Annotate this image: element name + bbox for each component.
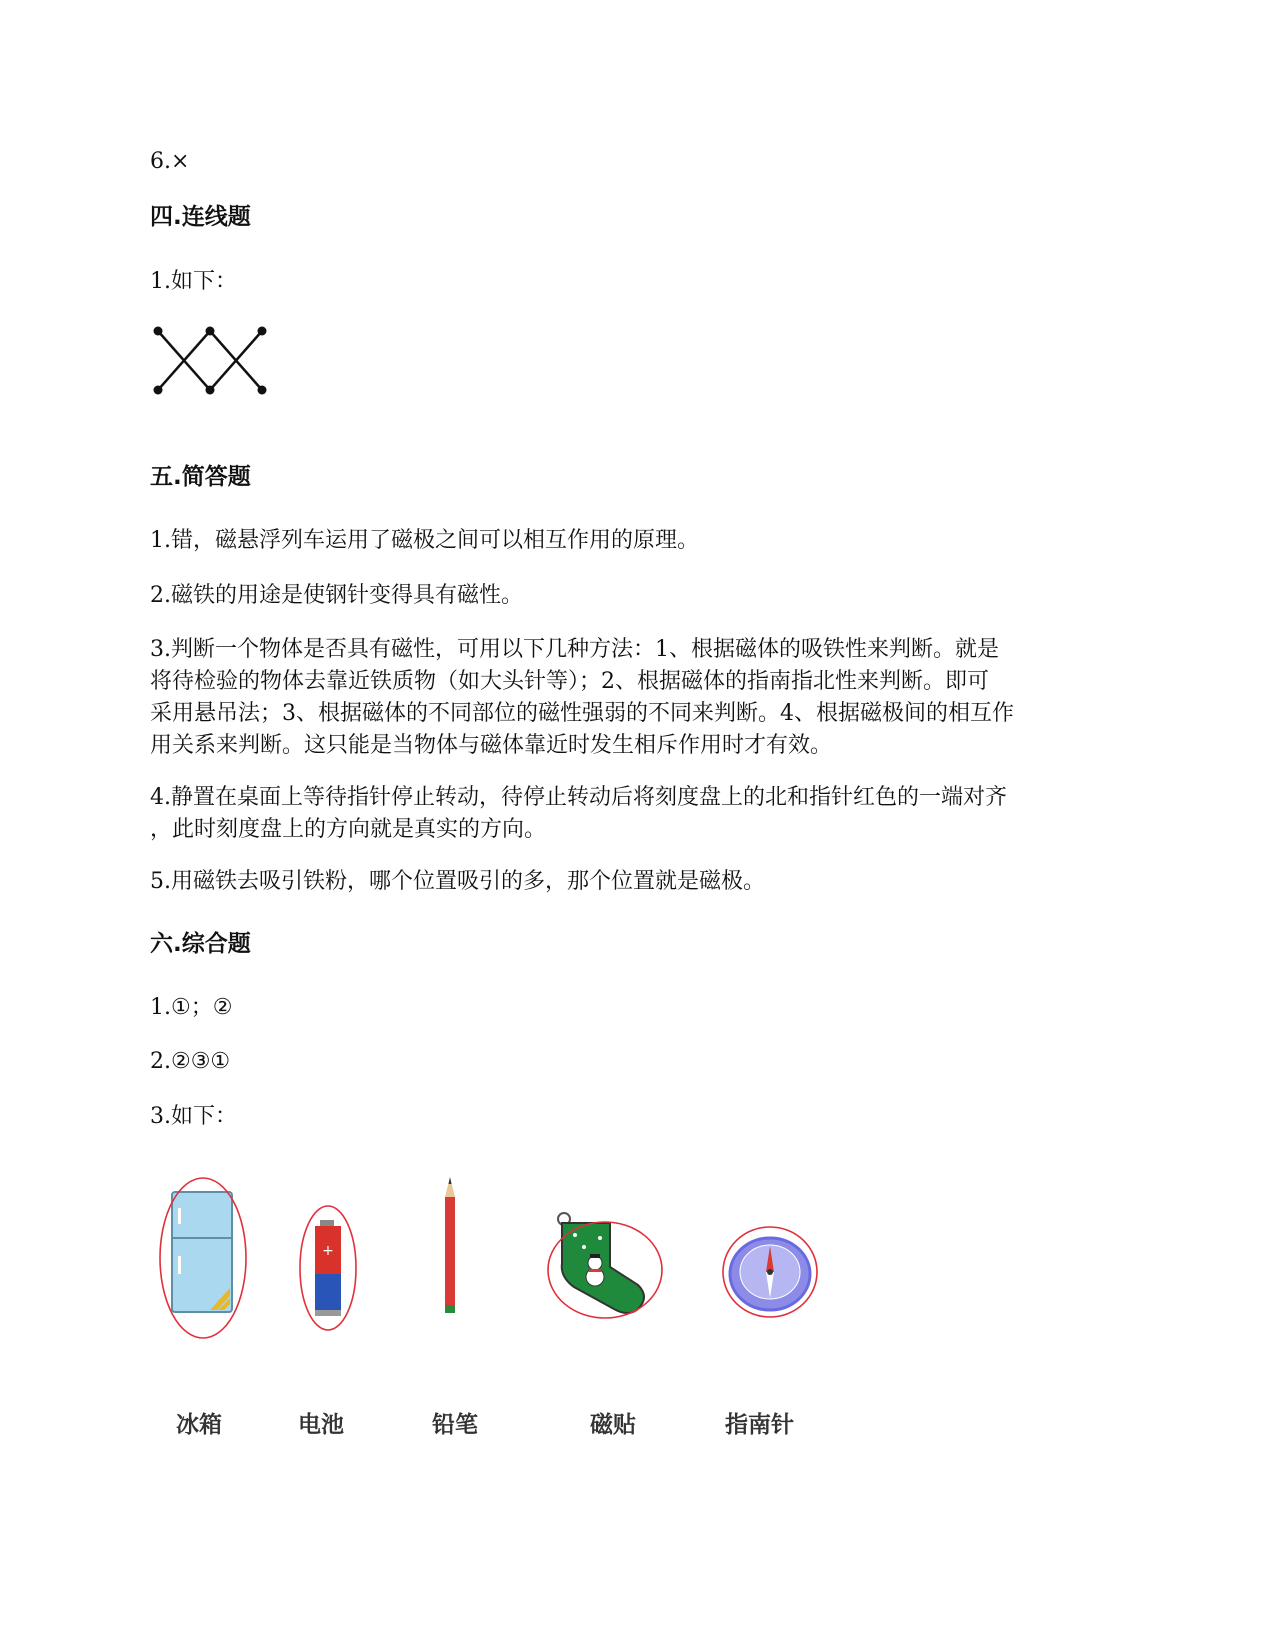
pencil-figure — [430, 1175, 470, 1320]
fridge-figure — [150, 1170, 250, 1350]
a3-line: 3.判断一个物体是否具有磁性，可用以下几种方法：1、根据磁体的吸铁性来判断。就是 — [150, 637, 999, 662]
section6-a3: 3.如下： — [150, 1104, 237, 1129]
section4-heading: 四.连线题 — [150, 204, 251, 230]
section4-q1: 1.如下： — [150, 269, 237, 294]
section5-a2: 2.磁铁的用途是使钢针变得具有磁性。 — [150, 583, 523, 608]
section5-a5: 5.用磁铁去吸引铁粉，哪个位置吸引的多，那个位置就是磁极。 — [150, 869, 765, 894]
battery-figure — [293, 1200, 363, 1340]
matching-lines-diagram — [150, 325, 270, 397]
match-dot — [206, 386, 215, 395]
svg-text:+: + — [322, 1243, 334, 1259]
section5-heading: 五.简答题 — [150, 464, 251, 490]
pencil-icon — [445, 1197, 455, 1305]
compass-figure — [715, 1220, 825, 1320]
match-dot — [258, 327, 267, 336]
section6-heading: 六.综合题 — [150, 931, 251, 957]
item-label-sticker: 磁贴 — [590, 1412, 636, 1438]
item-label-compass: 指南针 — [725, 1412, 794, 1438]
match-dot — [154, 386, 163, 395]
match-dot — [154, 327, 163, 336]
a3-line: 采用悬吊法；3、根据磁体的不同部位的磁性强弱的不同来判断。4、根据磁极间的相互作 — [150, 701, 1014, 726]
item-label-fridge: 冰箱 — [176, 1412, 222, 1438]
section5-a4 — [150, 782, 1140, 846]
a3-line: 用关系来判断。这只能是当物体与磁体靠近时发生相斥作用时才有效。 — [150, 733, 833, 758]
item-label-pencil: 铅笔 — [432, 1412, 478, 1438]
section6-a1: 1.①；② — [150, 995, 233, 1020]
match-dot — [258, 386, 267, 395]
section5-a3 — [150, 634, 1140, 762]
a3-line: 将待检验的物体去靠近铁质物（如大头针等）；2、根据磁体的指南指北性来判断。即可 — [150, 669, 989, 694]
a4-line: ，此时刻度盘上的方向就是真实的方向。 — [150, 817, 547, 842]
section5-a1: 1.错，磁悬浮列车运用了磁极之间可以相互作用的原理。 — [150, 528, 699, 553]
top-answer: 6.× — [150, 149, 190, 174]
a4-line: 4.静置在桌面上等待指针停止转动，待停止转动后将刻度盘上的北和指针红色的一端对齐 — [150, 785, 1007, 810]
item-label-battery: 电池 — [298, 1412, 344, 1438]
match-dot — [206, 327, 215, 336]
sticker-figure — [540, 1205, 670, 1325]
section6-a2: 2.②③① — [150, 1049, 231, 1074]
